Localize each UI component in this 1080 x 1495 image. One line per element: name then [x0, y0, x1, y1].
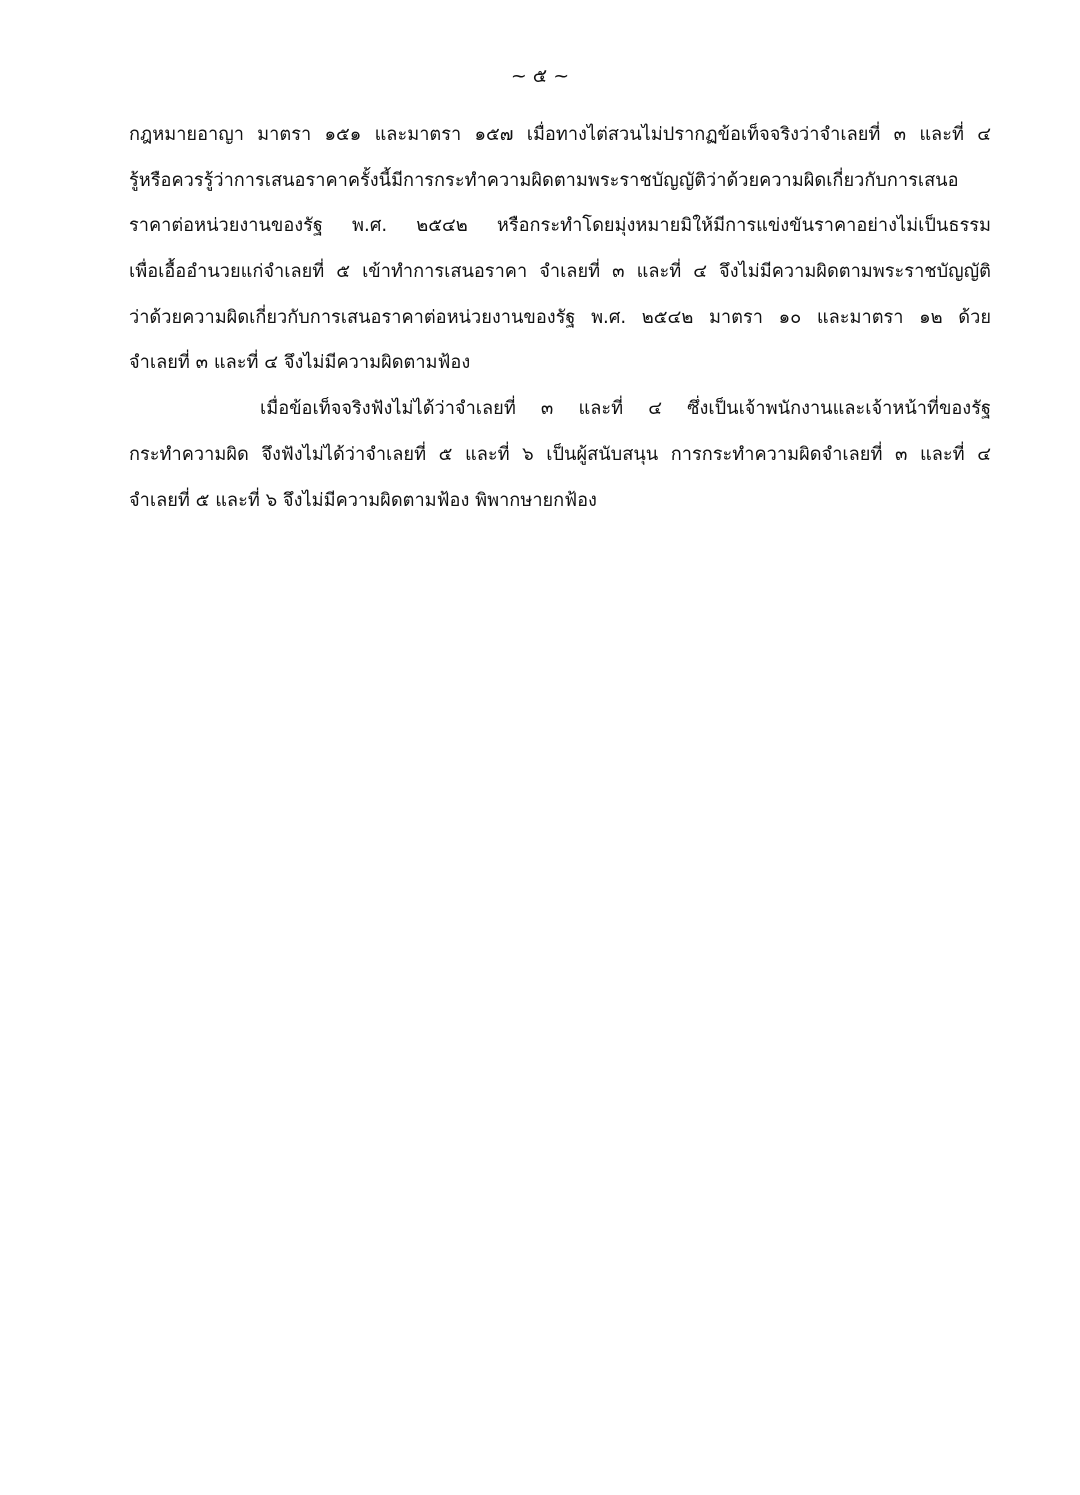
text-line: กระทำความผิด จึงฟังไม่ได้ว่าจำเลยที่ ๕ และที่ ๖ เป็นผู้สนับสนุน การกระทำความผิดจำเลยที่ ๓ และที่ ๔	[129, 443, 991, 465]
text-line: จำเลยที่ ๓ และที่ ๔ จึงไม่มีความผิดตามฟ้อง	[129, 352, 471, 374]
document-body	[129, 121, 991, 532]
paragraph-first-line: เมื่อข้อเท็จจริงฟังไม่ได้ว่าจำเลยที่ ๓ และที่ ๔ ซึ่งเป็นเจ้าพนักงานและเจ้าหน้าที่ของรัฐ	[260, 398, 991, 420]
text-line: จำเลยที่ ๕ และที่ ๖ จึงไม่มีความผิดตามฟ้อง พิพากษายกฟ้อง	[129, 489, 597, 511]
text-line: ราคาต่อหน่วยงานของรัฐ พ.ศ. ๒๕๔๒ หรือกระทำโดยมุ่งหมายมิให้มีการแข่งขันราคาอย่างไม่เป็นธรรม	[129, 215, 991, 237]
text-line: ว่าด้วยความผิดเกี่ยวกับการเสนอราคาต่อหน่วยงานของรัฐ พ.ศ. ๒๕๔๒ มาตรา ๑๐ และมาตรา ๑๒ ด้วย	[129, 306, 991, 328]
page-number: ~ ๕ ~	[510, 65, 570, 87]
text-line: รู้หรือควรรู้ว่าการเสนอราคาครั้งนี้มีการกระทำความผิดตามพระราชบัญญัติว่าด้วยความผิดเกี่ยวกับการเสนอ	[129, 169, 959, 191]
text-line: เพื่อเอื้ออำนวยแก่จำเลยที่ ๕ เข้าทำการเสนอราคา จำเลยที่ ๓ และที่ ๔ จึงไม่มีความผิดตามพระราชบัญญัติ	[129, 261, 991, 283]
text-line: กฎหมายอาญา มาตรา ๑๕๑ และมาตรา ๑๕๗ เมื่อทางไต่สวนไม่ปรากฏข้อเท็จจริงว่าจำเลยที่ ๓ และที่ ๔	[129, 124, 991, 145]
